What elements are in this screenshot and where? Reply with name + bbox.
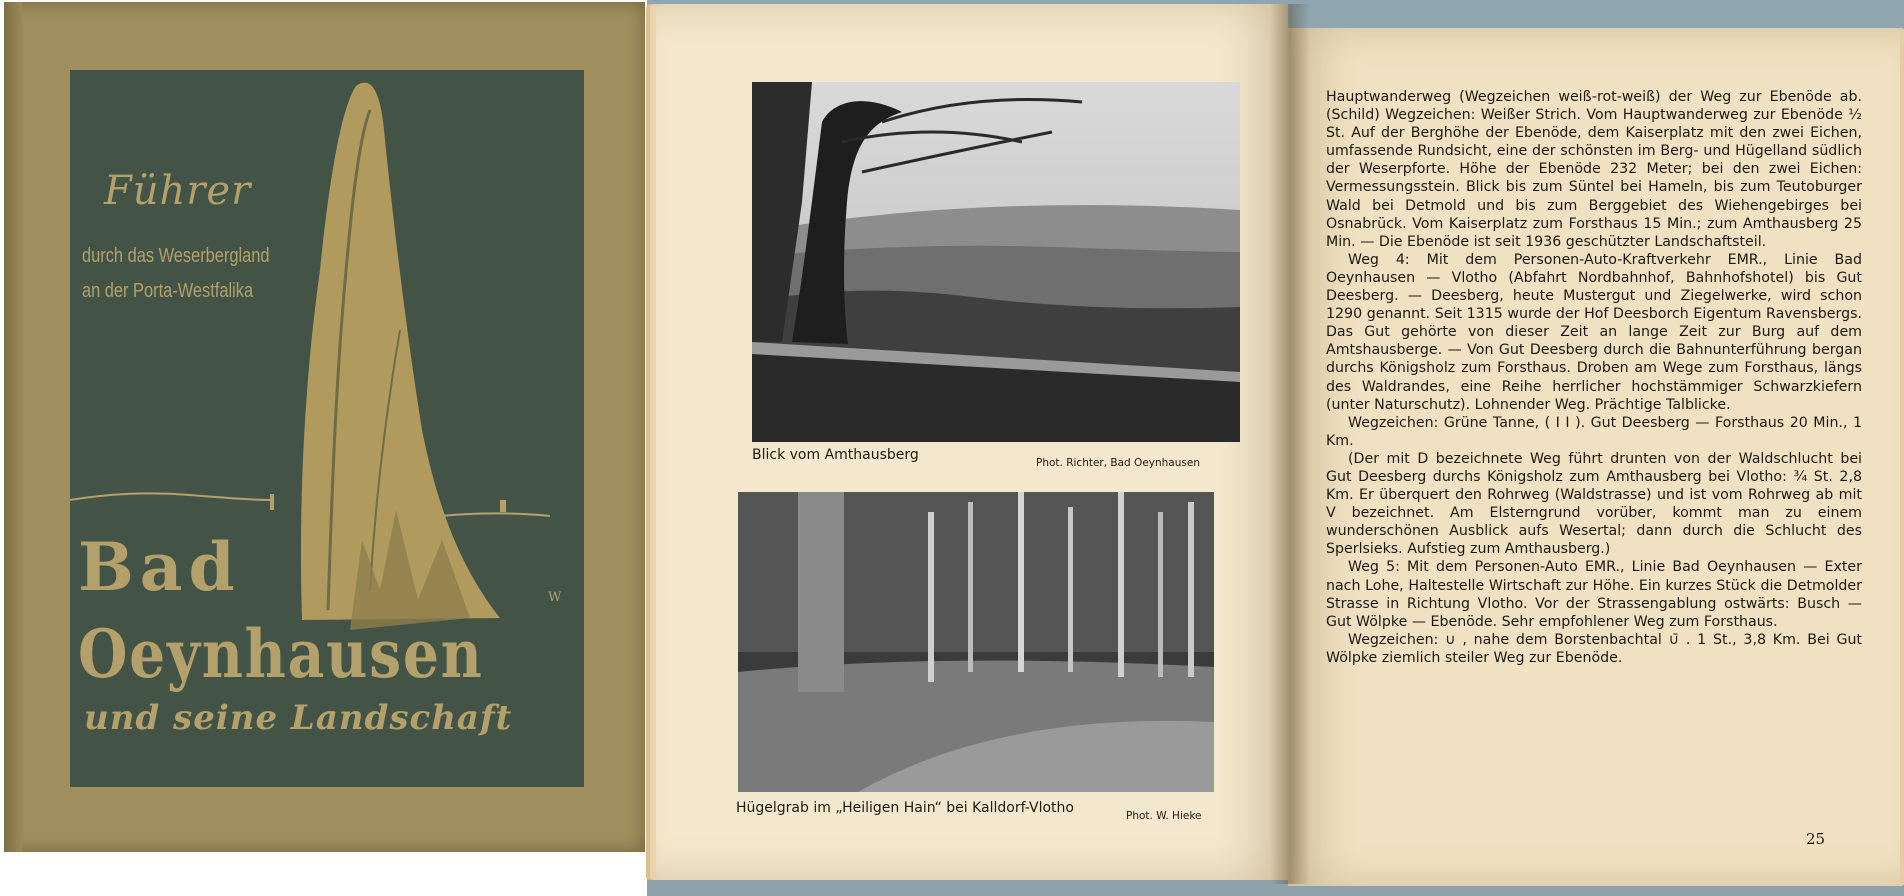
cover-spine-edge [4,2,22,852]
cover-title-fuehrer: Führer [104,168,252,214]
photo2-credit: Phot. W. Hieke [1126,810,1202,822]
left-tower [270,494,274,510]
photo-amthausberg-view [752,82,1240,442]
cover-subtitle-line2: an der Porta-Westfalika [82,280,254,302]
paragraph-wegzeichen-tanne: Wegzeichen: Grüne Tanne, ( I I ). Gut Deesberg — Forsthaus 20 Min., 1 Km. [1326,414,1862,449]
guide-text-body [1326,88,1862,667]
photo-heiliger-hain [738,492,1214,792]
page-number: 25 [1806,830,1826,848]
photo2-caption: Hügelgrab im „Heiligen Hain“ bei Kalldorf-Vlotho [736,800,1074,816]
book-gutter [1270,4,1310,884]
cover-tagline: und seine Landschaft [84,698,513,738]
cover-title-bad: Bad [78,528,241,606]
paragraph-ebenoede: Hauptwanderweg (Wegzeichen weiß-rot-weiß) der Weg zur Ebenöde ab. (Schild) Wegzeichen: Weißer Strich. Vom Hauptwanderweg zur Ebenöde ½ St. Auf der Berghöhe der Ebenöde, dem Kaiserplatz mit den zwei Eichen, umfassende Rundsicht, eine der schönsten im Berg- und Hügelland südlich der Weserpforte. Höhe der Ebenöde 232 Meter; bei den zwei Eichen: Vermessungsstein. Blick bis zum Süntel bei Hameln, bis zum Teutoburger Wald bei Detmold und bis zum Berggebiet des Wiehengebirges bei Osnabrück. Vom Kaiserplatz zum Forsthaus 15 Min.; zum Amthausberg 25 Min. — Die Ebenöde ist seit 1936 geschützter Landschaftsteil. [1326,89,1862,250]
book-cover [4,2,645,852]
cover-green-panel [70,70,584,787]
cover-subtitle-line1: durch das Weserbergland [82,245,270,267]
forest-photo-art [738,492,1214,792]
landscape-photo-art [752,82,1240,442]
paragraph-weg-5: Weg 5: Mit dem Personen-Auto EMR., Linie Bad Oeynhausen — Exter nach Lohe, Haltestelle Wirtschaft zur Höhe. Ein kurzes Stück die Detmolder Strasse in Richtung Vlotho. Vor der Strassengablung ostwärts: Busch — Gut Wölpke — Ebenöde. Sehr empfohlener Weg zum Forsthaus. [1326,559,1862,630]
paragraph-weg-d: (Der mit D bezeichnete Weg führt drunten von der Waldschlucht bei Gut Deesberg durchs Königsholz zum Amthausberg bei Vlotho: ¾ St. 2,8 Km. Er überquert den Rohrweg (Waldstrasse) und ist vom Rohrweg ab mit V bezeichnet. Am Elsterngrund vorüber, kommt man zu einem wunderschönen Ausblick aufs Wesertal; dann durch die Schlucht des Sperlsieks. Aufstieg zum Amthausberg.) [1326,450,1862,558]
cover-title-town: Oeynhausen [78,615,484,693]
photo1-caption: Blick vom Amthausberg [752,447,919,463]
paragraph-weg-4: Weg 4: Mit dem Personen-Auto-Kraftverkehr EMR., Linie Bad Oeynhausen — Vlotho (Abfahrt Nordbahnhof, Bahnhofshotel) bis Gut Deesberg. — Deesberg, heute Mustergut und Ziegelwerke, wird schon 1290 genannt. Seit 1315 wurde der Hof Deesborch Eigentum Ravensbergs. Das Gut gehörte von dieser Zeit an lange Zeit zur Burg auf dem Amtshausberge. — Von Gut Deesberg durch die Bahnunterführung bergan durchs Königsholz zum Forsthaus. Droben am Wege zum Forsthaus, längs des Waldrandes, eine Reihe herrlicher hochstämmiger Schwarzkiefern (unter Naturschutz). Lohnender Weg. Prächtige Talblicke. [1326,251,1862,413]
horizon-line-left [70,493,270,500]
right-monument [500,500,506,512]
cover-artist-mark: W [548,590,562,605]
photo1-credit: Phot. Richter, Bad Oeynhausen [1036,457,1200,469]
paragraph-wegzeichen-borstenbachtal: Wegzeichen: ∪ , nahe dem Borstenbachtal ∪̄ . 1 St., 3,8 Km. Bei Gut Wölpke ziemlich steiler Weg zur Ebenöde. [1326,631,1862,666]
